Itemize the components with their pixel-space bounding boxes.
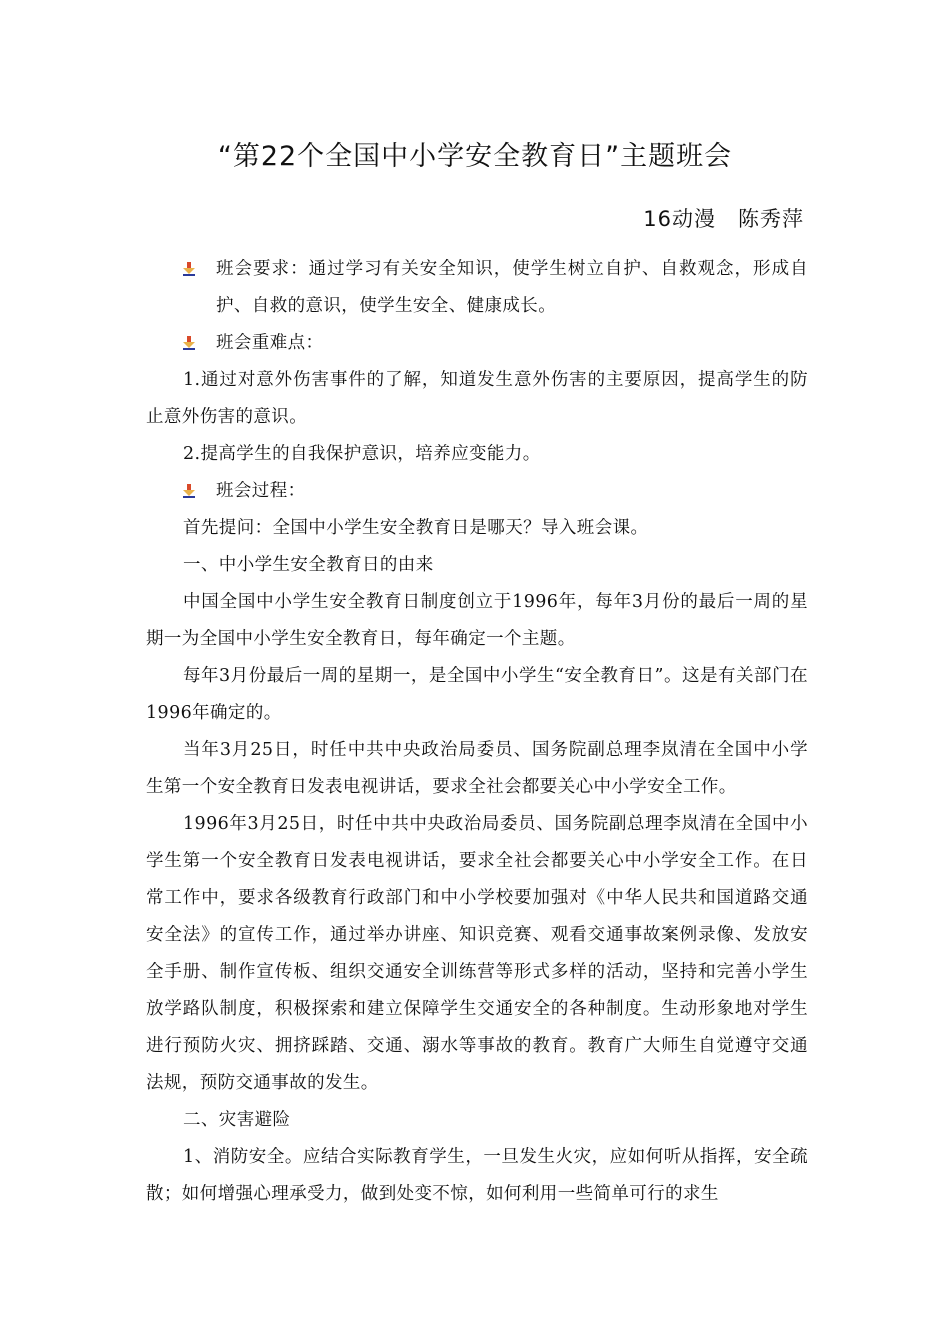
paragraph: 1996年3月25日，时任中共中央政治局委员、国务院副总理李岚清在全国中小学生第一个安全教育日发表电视讲话，要求全社会都要关心中小学安全工作。在日常工作中，要求各级教育行政部门和中小学校要加强对《中华人民共和国道路交通安全法》的宣传工作，通过举办讲座、知识竞赛、观看交通事故案例录像、发放安全手册、制作宣传板、组织交通安全训练营等形式多样的活动，坚持和完善小学生放学路队制度，积极探索和建立保障学生交通安全的各种制度。生动形象地对学生进行预防火灾、拥挤踩踏、交通、溺水等事故的教育。教育广大师生自觉遵守交通法规，预防交通事故的发生。 (146, 814, 808, 1093)
section-heading: 二、灾害避险 (183, 1110, 291, 1130)
paragraph: 中国全国中小学生安全教育日制度创立于1996年，每年3月份的最后一周的星期一为全国中小学生安全教育日，每年确定一个主题。 (146, 592, 808, 649)
section-heading: 一、中小学生安全教育日的由来 (183, 555, 434, 575)
paragraph: 当年3月25日，时任中共中央政治局委员、国务院副总理李岚清在全国中小学生第一个安全教育日发表电视讲话，要求全社会都要关心中小学安全工作。 (146, 740, 808, 797)
paragraph: 每年3月份最后一周的星期一，是全国中小学生“安全教育日”。这是有关部门在1996年确定的。 (146, 666, 808, 723)
bullet-text: 班会重难点： (216, 333, 324, 353)
author-line: 16动漫 陈秀萍 (643, 207, 804, 231)
bullet-item-requirements (146, 251, 808, 325)
document-body (146, 251, 808, 1213)
paragraph: 2.提高学生的自我保护意识，培养应变能力。 (183, 444, 541, 464)
paragraph: 首先提问：全国中小学生安全教育日是哪天？导入班会课。 (183, 518, 649, 538)
bullet-arrow-icon (181, 484, 197, 498)
bullet-item-process (146, 473, 808, 510)
bullet-text: 班会过程： (216, 481, 306, 501)
bullet-item-key-points (146, 325, 808, 362)
bullet-arrow-icon (181, 336, 197, 350)
bullet-text: 班会要求：通过学习有关安全知识，使学生树立自护、自救观念，形成自护、自救的意识，使学生安全、健康成长。 (216, 259, 808, 316)
bullet-arrow-icon (181, 262, 197, 276)
document-title: “第22个全国中小学安全教育日”主题班会 (217, 141, 733, 172)
paragraph: 1.通过对意外伤害事件的了解，知道发生意外伤害的主要原因，提高学生的防止意外伤害的意识。 (146, 370, 808, 427)
paragraph: 1、消防安全。应结合实际教育学生，一旦发生火灾，应如何听从指挥，安全疏散；如何增强心理承受力，做到处变不惊，如何利用一些简单可行的求生 (146, 1147, 808, 1204)
